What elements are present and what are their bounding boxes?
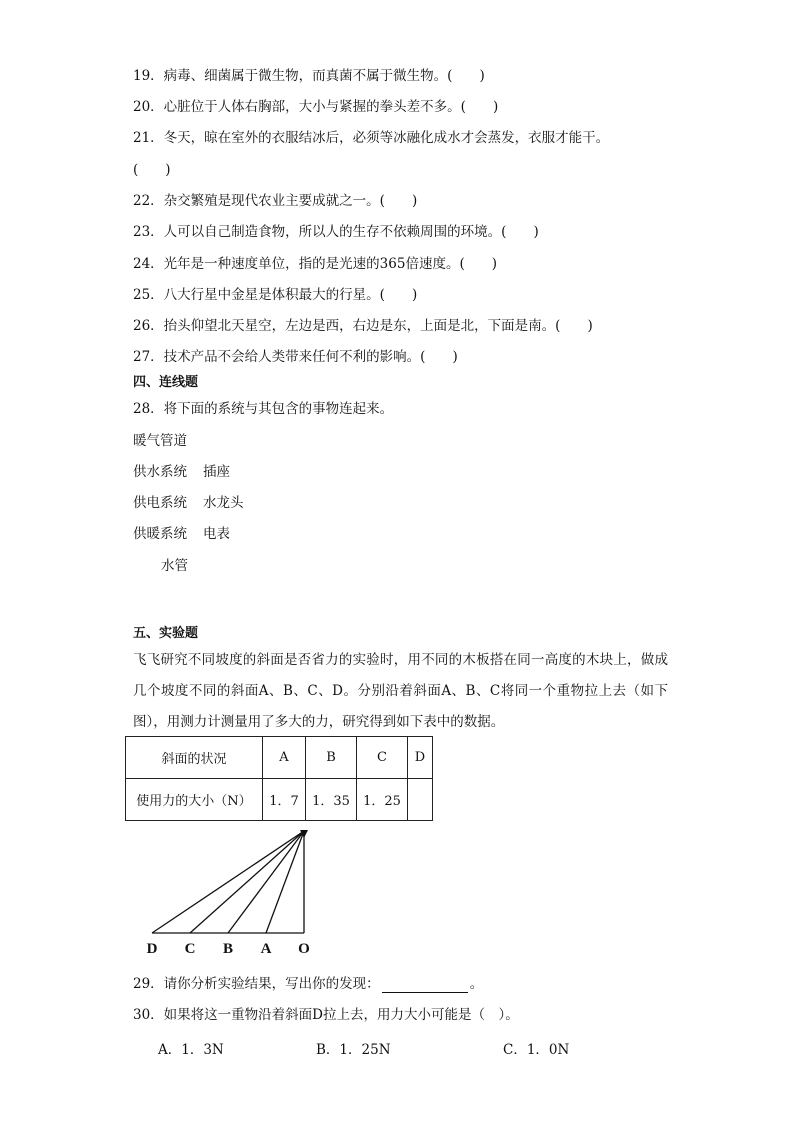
section-heading-experiment: 五、实验题: [133, 626, 199, 641]
question-22: 22．杂交繁殖是现代农业主要成就之一。( ): [133, 193, 418, 209]
incline-d: [152, 831, 304, 933]
incline-a: [266, 831, 304, 933]
option-c[interactable]: C．1．0N: [503, 1042, 570, 1058]
match-system: 供电系统: [133, 495, 187, 511]
match-thing: 水龙头: [203, 495, 244, 511]
table-cell: [408, 779, 433, 821]
incline-diagram: [140, 825, 330, 960]
question-21: 21．冬天，晾在室外的衣服结冰后，必须等冰融化成水才会蒸发，衣服才能干。: [133, 130, 610, 146]
question-29-end: 。: [469, 976, 484, 992]
match-system: 供水系统: [133, 464, 187, 480]
table-header-cell: C: [357, 737, 408, 779]
incline-c: [190, 831, 304, 933]
question-21-answer-bracket: ( ): [133, 162, 171, 178]
match-row: [133, 494, 244, 512]
incline-b: [228, 831, 304, 933]
question-27: 27．技术产品不会给人类带来任何不利的影响。( ): [133, 349, 458, 365]
section-heading-matching: 四、连线题: [133, 375, 199, 390]
table-cell: 1．7: [263, 779, 306, 821]
question-26: 26．抬头仰望北天星空，左边是西，右边是东，上面是北，下面是南。( ): [133, 318, 593, 334]
table-header-cell: B: [306, 737, 357, 779]
label-a: A: [260, 941, 272, 957]
option-b[interactable]: B．1．25N: [316, 1042, 391, 1058]
table-header-cell: D: [408, 737, 433, 779]
table-row: [126, 737, 433, 779]
question-30: 30．如果将这一重物沿着斜面D拉上去，用力大小可能是（ ）。: [133, 1007, 519, 1023]
match-system: 供暖系统: [133, 526, 187, 542]
label-c: C: [184, 941, 196, 957]
question-29: [133, 975, 483, 993]
match-row: [133, 463, 230, 481]
match-item-water-pipe: 水管: [161, 558, 188, 574]
question-23: 23．人可以自己制造食物，所以人的生存不依赖周围的环境。( ): [133, 224, 539, 240]
question-24: 24．光年是一种速度单位，指的是光速的365倍速度。( ): [133, 256, 497, 272]
table-cell: 使用力的大小（N）: [126, 779, 263, 821]
label-o: O: [298, 941, 310, 957]
label-b: B: [222, 941, 234, 957]
question-20: 20．心脏位于人体右胸部，大小与紧握的拳头差不多。( ): [133, 99, 499, 115]
table-header-cell: A: [263, 737, 306, 779]
table-header-cell: 斜面的状况: [126, 737, 263, 779]
match-thing: 插座: [203, 464, 230, 480]
match-row: [133, 525, 230, 543]
question-19: 19．病毒、细菌属于微生物，而真菌不属于微生物。( ): [133, 68, 485, 84]
table-row: [126, 779, 433, 821]
table-cell: 1．25: [357, 779, 408, 821]
experiment-paragraph: 飞飞研究不同坡度的斜面是否省力的实验时，用不同的木板搭在同一高度的木块上，做成几个坡度不同的斜面A、B、C、D。分别沿着斜面A、B、C将同一个重物拉上去（如下图），用测力计测量用了多大的力，研究得到如下表中的数据。: [133, 652, 668, 730]
answer-blank[interactable]: [382, 978, 468, 993]
label-d: D: [146, 941, 158, 957]
table-cell: 1．35: [306, 779, 357, 821]
question-29-text: 29．请你分析实验结果，写出你的发现：: [133, 976, 380, 992]
option-a[interactable]: A．1．3N: [158, 1042, 224, 1058]
question-25: 25．八大行星中金星是体积最大的行星。( ): [133, 287, 418, 303]
question-28: 28．将下面的系统与其包含的事物连起来。: [133, 401, 394, 417]
experiment-table: [125, 736, 433, 821]
match-item-heating-pipe: 暖气管道: [133, 433, 187, 449]
match-thing: 电表: [203, 526, 230, 542]
